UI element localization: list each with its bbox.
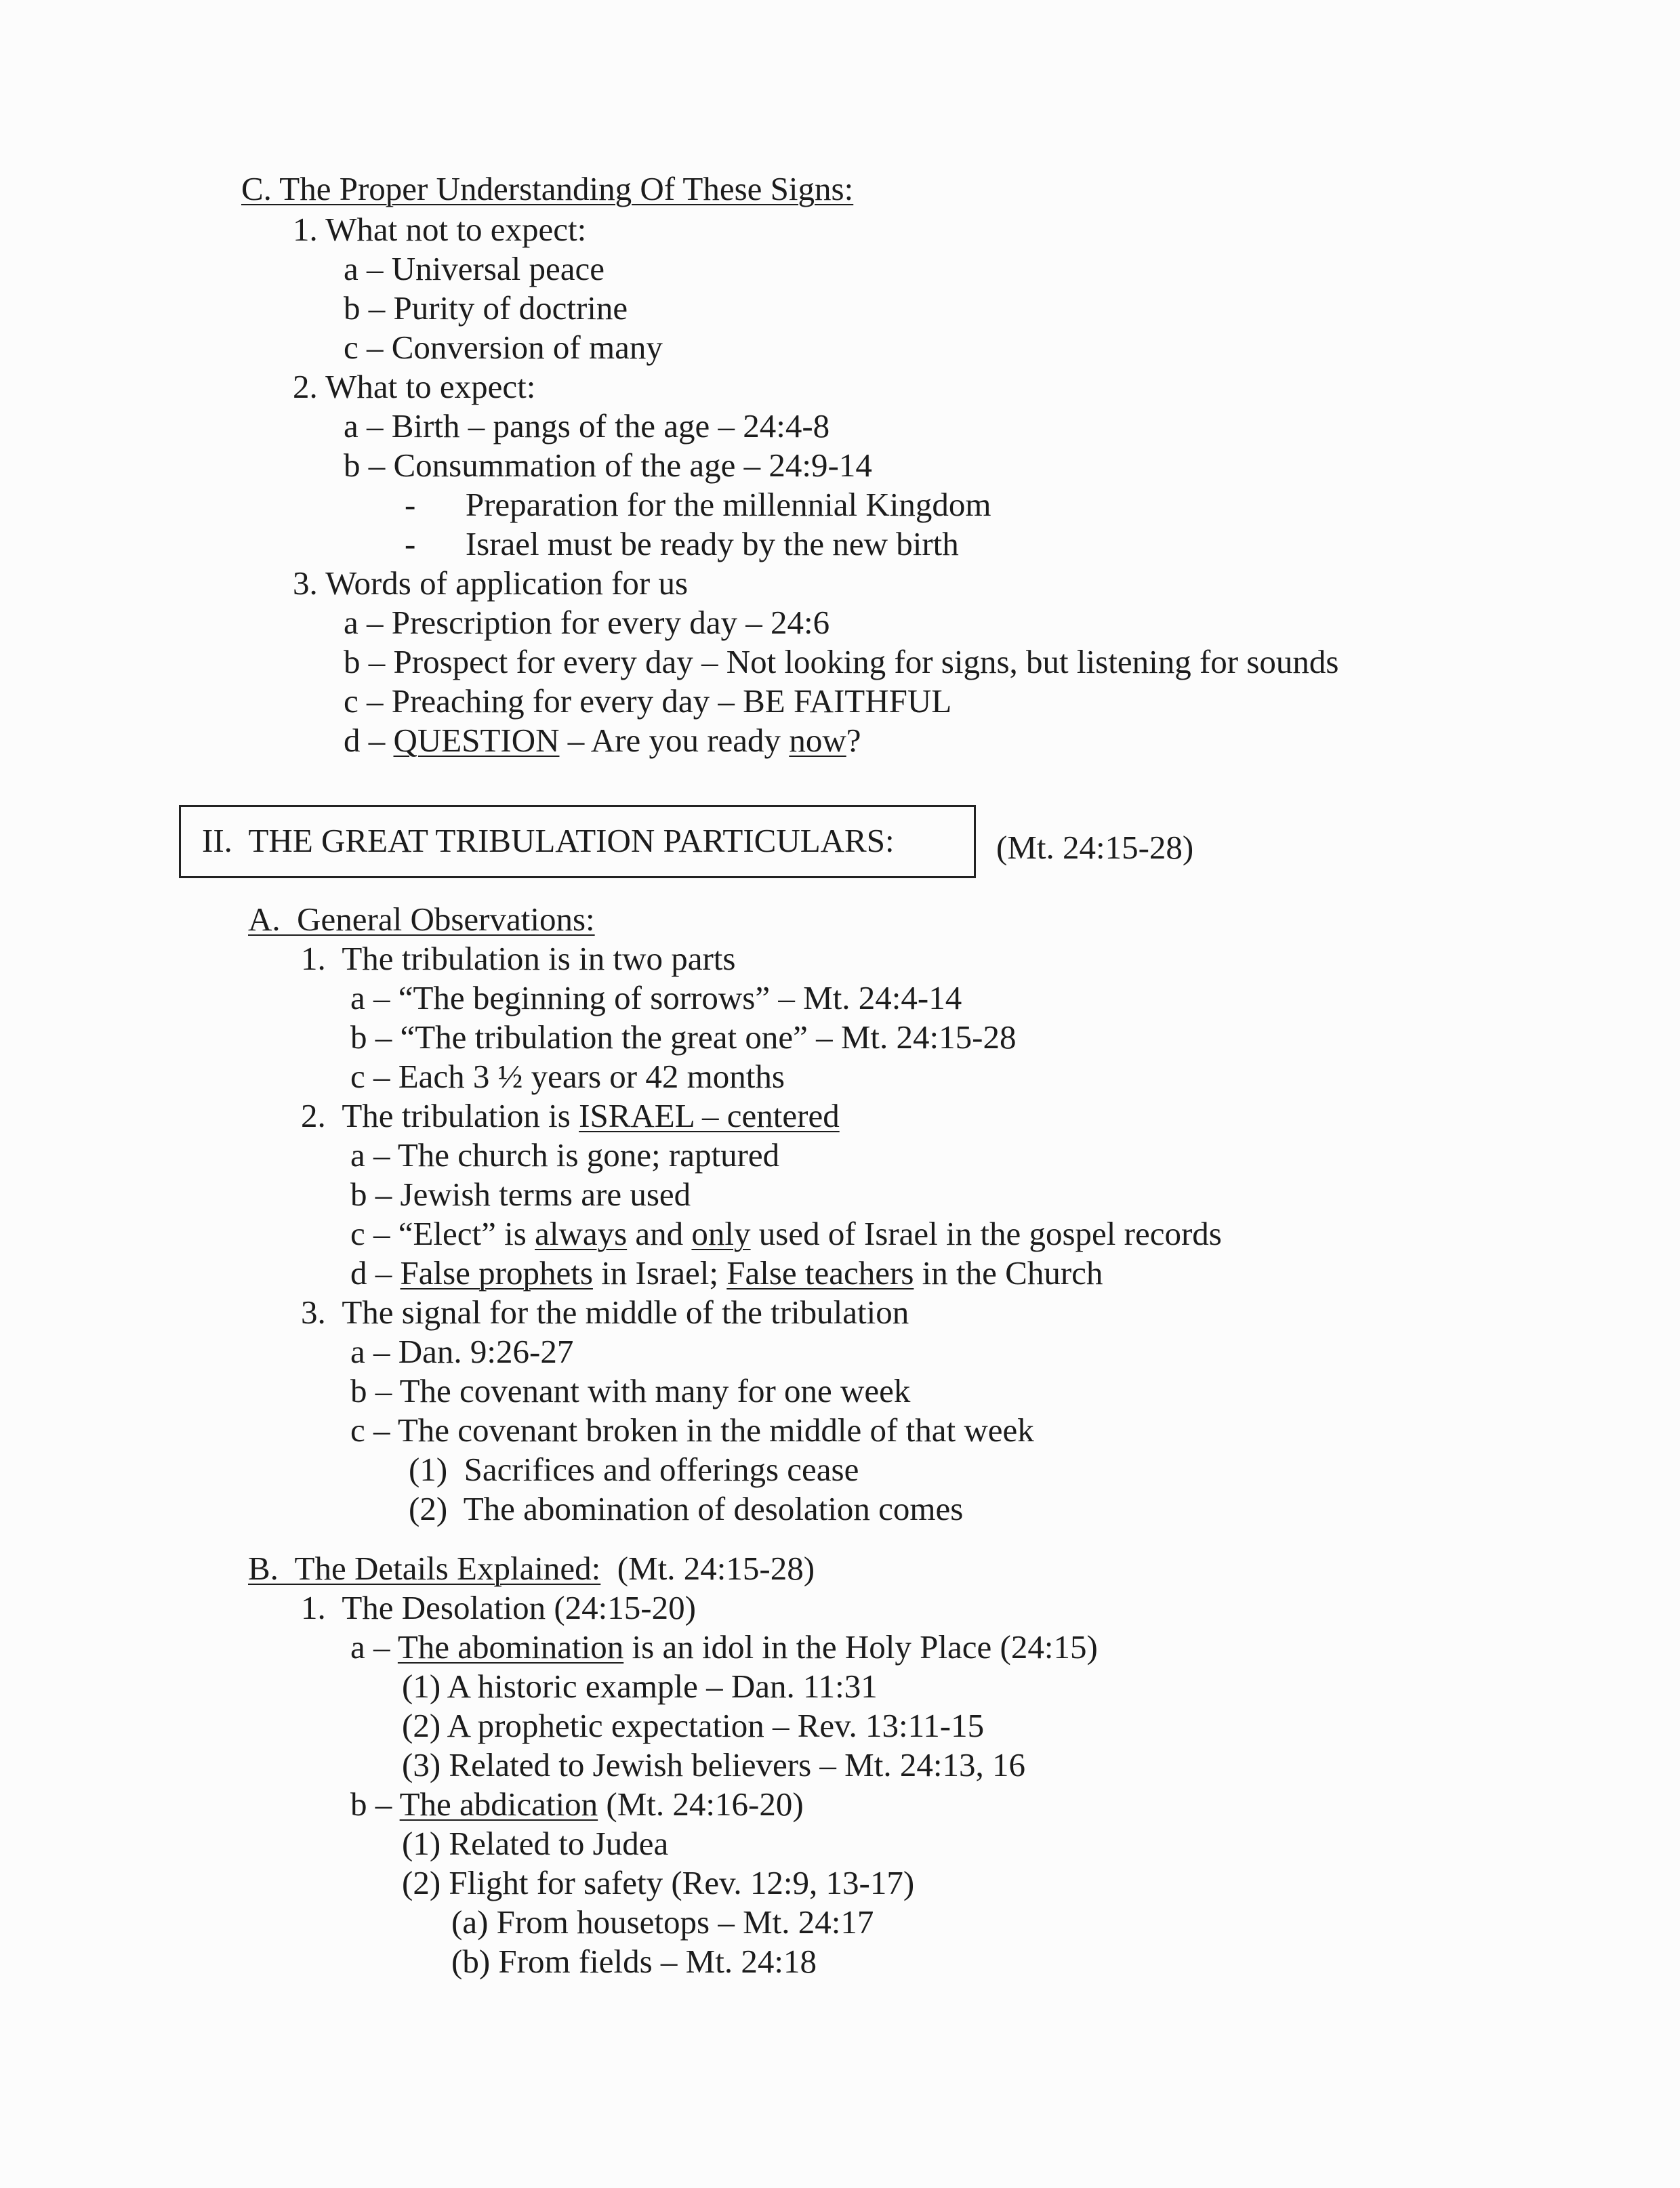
a-item2-label <box>301 1096 840 1136</box>
b-item1-b <box>350 1785 804 1824</box>
b-item1-b-abdication: The abdication <box>399 1786 598 1823</box>
c-item1-a: a – Universal peace <box>344 250 605 287</box>
c-item3-label: 3. Words of application for us <box>293 564 689 602</box>
a-item3-c2: (2) The abomination of desolation comes <box>409 1490 964 1527</box>
b-item1-a-prefix: a – <box>350 1628 398 1666</box>
section-a-heading: A. General Observations: <box>248 901 595 938</box>
a-item2-c-and: and <box>627 1215 692 1252</box>
b-item1-a <box>350 1628 1098 1667</box>
c-item3-d <box>344 721 861 760</box>
a-item3-a: a – Dan. 9:26-27 <box>350 1333 574 1370</box>
b-item1-b-prefix: b – <box>350 1786 400 1823</box>
a-item3-label: 3. The signal for the middle of the tribulation <box>301 1294 909 1331</box>
b-item1-a2: (2) A prophetic expectation – Rev. 13:11-15 <box>402 1707 985 1744</box>
c-item1-c: c – Conversion of many <box>344 329 663 366</box>
a-item1-label: 1. The tribulation is in two parts <box>301 940 736 977</box>
c-item3-d-now: now <box>789 722 846 759</box>
a-item3-b: b – The covenant with many for one week <box>350 1372 911 1409</box>
section-c-heading: C. The Proper Understanding Of These Signs: <box>241 170 854 207</box>
section-b-heading: B. The Details Explained: <box>248 1550 601 1587</box>
section-ii-title: II. THE GREAT TRIBULATION PARTICULARS: <box>202 822 895 859</box>
c-item3-d-question: QUESTION <box>393 722 560 759</box>
c-item3-d-end: ? <box>846 722 861 759</box>
c-item3-d-prefix: d – <box>344 722 394 759</box>
section-b-heading-line <box>248 1549 815 1588</box>
a-item2-d-mid: in Israel; <box>592 1254 727 1292</box>
a-item1-c: c – Each 3 ½ years or 42 months <box>350 1058 785 1095</box>
c-item2-b: b – Consummation of the age – 24:9-14 <box>344 447 872 484</box>
a-item3-c1: (1) Sacrifices and offerings cease <box>409 1451 859 1488</box>
a-item2-label-prefix: 2. The tribulation is <box>301 1097 579 1134</box>
c-item2-label: 2. What to expect: <box>293 368 536 405</box>
b-item1-b2: (2) Flight for safety (Rev. 12:9, 13-17) <box>402 1864 915 1901</box>
b-item1-label: 1. The Desolation (24:15-20) <box>301 1589 696 1626</box>
c-item2-dash2: - Israel must be ready by the new birth <box>405 525 959 562</box>
b-item1-b1: (1) Related to Judea <box>402 1825 669 1862</box>
c-item3-a: a – Prescription for every day – 24:6 <box>344 604 830 641</box>
b-item1-b2a: (a) From housetops – Mt. 24:17 <box>451 1903 874 1941</box>
b-item1-a1: (1) A historic example – Dan. 11:31 <box>402 1668 878 1705</box>
a-item2-c-prefix: c – “Elect” is <box>350 1215 535 1252</box>
c-item2-dash1: - Preparation for the millennial Kingdom <box>405 486 991 523</box>
c-item3-b: b – Prospect for every day – Not looking for signs, but listening for sounds <box>344 643 1339 680</box>
b-item1-a-end: is an idol in the Holy Place (24:15) <box>623 1628 1098 1666</box>
a-item2-label-israel: ISRAEL – centered <box>579 1097 840 1134</box>
a-item2-d <box>350 1254 1103 1293</box>
b-item1-a-abomination: The abomination <box>397 1628 624 1666</box>
c-item3-d-mid: – Are you ready <box>559 722 790 759</box>
a-item1-b: b – “The tribulation the great one” – Mt. 24:15-28 <box>350 1018 1017 1056</box>
a-item2-b: b – Jewish terms are used <box>350 1176 691 1213</box>
c-item3-c: c – Preaching for every day – BE FAITHFUL <box>344 682 952 720</box>
a-item2-c-always: always <box>535 1215 628 1252</box>
c-item1-b: b – Purity of doctrine <box>344 289 628 327</box>
a-item2-a: a – The church is gone; raptured <box>350 1136 780 1174</box>
a-item1-a: a – “The beginning of sorrows” – Mt. 24:4-14 <box>350 979 962 1016</box>
a-item3-c: c – The covenant broken in the middle of that week <box>350 1411 1034 1449</box>
a-item2-c-only: only <box>691 1215 751 1252</box>
c-item1-label: 1. What not to expect: <box>293 211 587 248</box>
a-item2-d-end: in the Church <box>914 1254 1103 1292</box>
section-ii-reference: (Mt. 24:15-28) <box>996 829 1194 866</box>
b-item1-a3: (3) Related to Jewish believers – Mt. 24:13, 16 <box>402 1746 1025 1783</box>
section-b-heading-ref: (Mt. 24:15-28) <box>600 1550 815 1587</box>
b-item1-b2b: (b) From fields – Mt. 24:18 <box>451 1943 817 1980</box>
a-item2-d-false-teachers: False teachers <box>726 1254 914 1292</box>
a-item2-d-prefix: d – <box>350 1254 401 1292</box>
a-item2-c-end: used of Israel in the gospel records <box>750 1215 1222 1252</box>
a-item2-c <box>350 1214 1222 1254</box>
b-item1-b-end: (Mt. 24:16-20) <box>598 1786 804 1823</box>
a-item2-d-false-prophets: False prophets <box>400 1254 593 1292</box>
c-item2-a: a – Birth – pangs of the age – 24:4-8 <box>344 407 830 445</box>
